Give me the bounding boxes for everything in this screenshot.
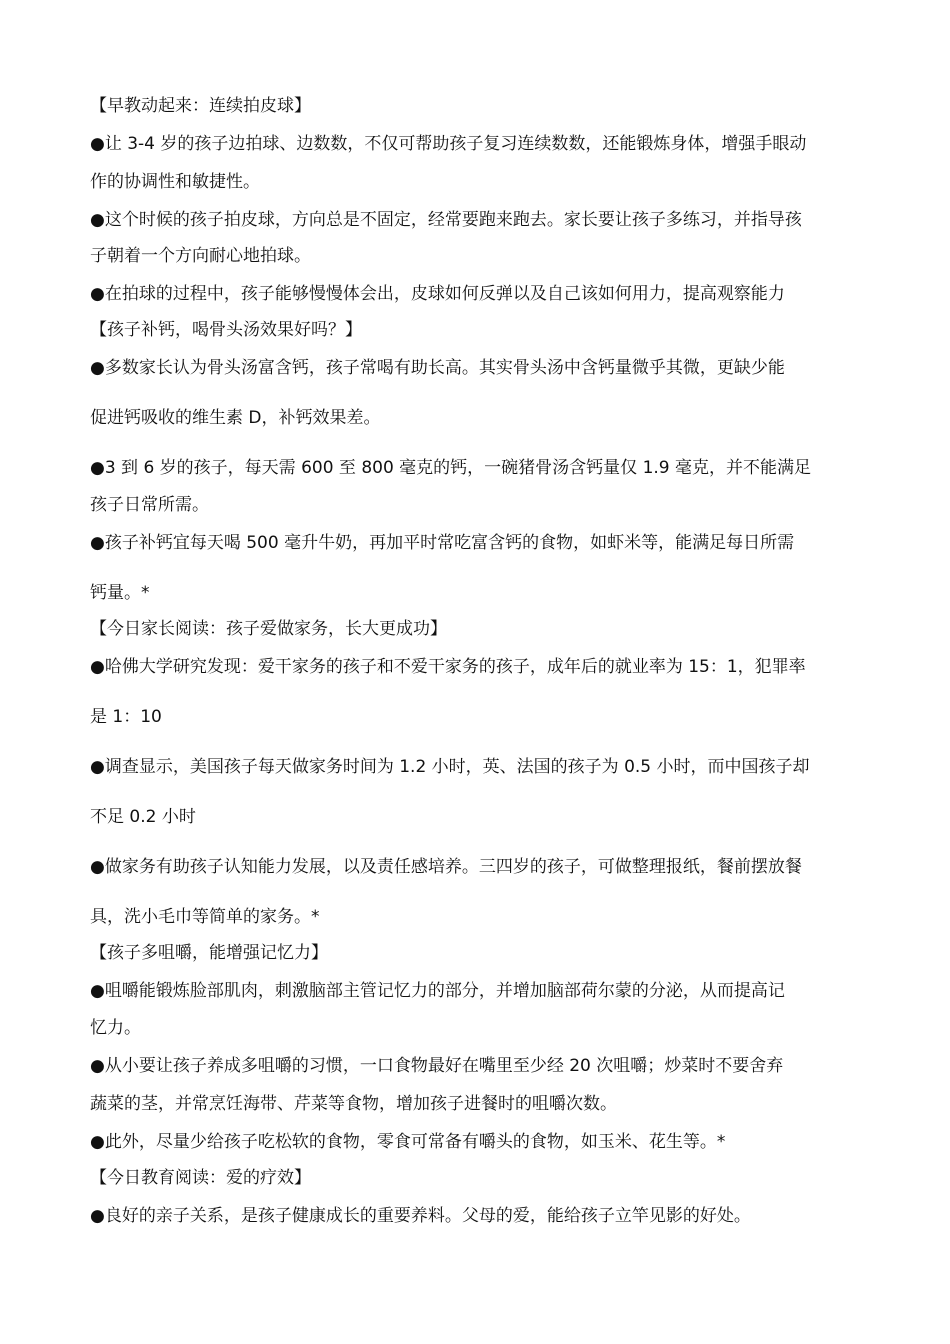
paragraph-line: ●良好的亲子关系，是孩子健康成长的重要养料。父母的爱，能给孩子立竿见影的好处。 [90,1206,751,1226]
paragraph-line: ●3 到 6 岁的孩子，每天需 600 至 800 毫克的钙，一碗猪骨汤含钙量仅 1.9 毫克，并不能满足 [90,458,812,478]
paragraph-line: ●在拍球的过程中，孩子能够慢慢体会出，皮球如何反弹以及自己该如何用力，提高观察能力 [90,284,785,304]
paragraph-line: ●做家务有助孩子认知能力发展，以及责任感培养。三四岁的孩子，可做整理报纸，餐前摆放餐 [90,857,802,877]
paragraph-line: ●调查显示，美国孩子每天做家务时间为 1.2 小时，英、法国的孩子为 0.5 小时，而中国孩子却 [90,757,810,777]
paragraph-line: 子朝着一个方向耐心地拍球。 [90,246,311,266]
paragraph-line: ●咀嚼能锻炼脸部肌肉，刺激脑部主管记忆力的部分，并增加脑部荷尔蒙的分泌，从而提高记 [90,981,785,1001]
document-page [90,0,862,1344]
paragraph-line: 钙量。* [90,583,150,603]
heading-calcium: 【孩子补钙，喝骨头汤效果好吗？】 [90,320,362,340]
paragraph-line: 蔬菜的茎，并常烹饪海带、芹菜等食物，增加孩子进餐时的咀嚼次数。 [90,1094,617,1114]
heading-chewing: 【孩子多咀嚼，能增强记忆力】 [90,943,328,963]
paragraph-line: 忆力。 [90,1018,141,1038]
paragraph-line: ●孩子补钙宜每天喝 500 毫升牛奶，再加平时常吃富含钙的食物，如虾米等，能满足每日所需 [90,533,795,553]
heading-early-education: 【早教动起来：连续拍皮球】 [90,96,311,116]
heading-love-therapy: 【今日教育阅读：爱的疗效】 [90,1168,311,1188]
heading-housework: 【今日家长阅读：孩子爱做家务，长大更成功】 [90,619,447,639]
paragraph-line: ●多数家长认为骨头汤富含钙，孩子常喝有助长高。其实骨头汤中含钙量微乎其微，更缺少能 [90,358,785,378]
paragraph-line: 不足 0.2 小时 [90,807,196,827]
paragraph-line: 作的协调性和敏捷性。 [90,172,260,192]
paragraph-line: 是 1：10 [90,707,162,727]
paragraph-line: ●此外，尽量少给孩子吃松软的食物，零食可常备有嚼头的食物，如玉米、花生等。* [90,1132,726,1152]
paragraph-line: 促进钙吸收的维生素 D，补钙效果差。 [90,408,381,428]
paragraph-line: ●这个时候的孩子拍皮球，方向总是不固定，经常要跑来跑去。家长要让孩子多练习，并指导孩 [90,210,802,230]
paragraph-line: ●哈佛大学研究发现：爱干家务的孩子和不爱干家务的孩子，成年后的就业率为 15：1，犯罪率 [90,657,806,677]
paragraph-line: 具，洗小毛巾等简单的家务。* [90,907,320,927]
paragraph-line: 孩子日常所需。 [90,495,209,515]
paragraph-line: ●让 3-4 岁的孩子边拍球、边数数，不仅可帮助孩子复习连续数数，还能锻炼身体，增强手眼动 [90,134,807,154]
paragraph-line: ●从小要让孩子养成多咀嚼的习惯，一口食物最好在嘴里至少经 20 次咀嚼；炒菜时不要舍弃 [90,1056,784,1076]
